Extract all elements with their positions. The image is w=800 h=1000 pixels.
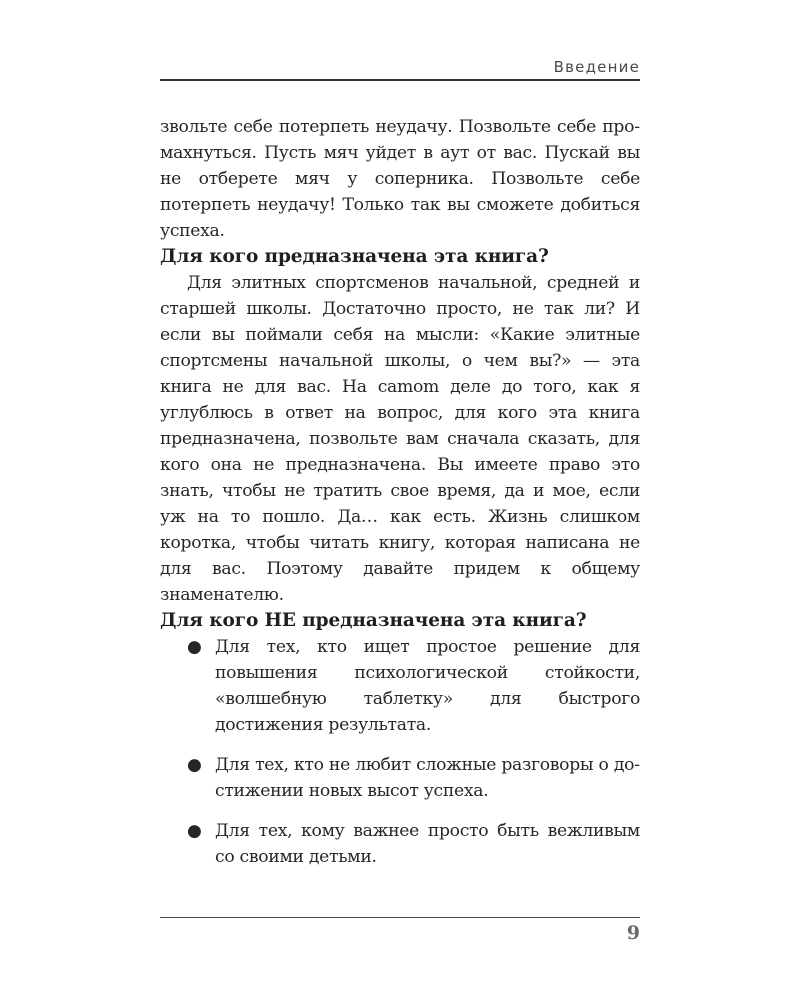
header-divider	[160, 79, 640, 81]
not-for-whom-list	[160, 634, 640, 870]
list-item	[160, 752, 640, 804]
list-item-text: Для тех, кому важнее просто быть вежливым со своими детьми.	[215, 821, 640, 867]
bullet-icon: ●	[187, 637, 202, 657]
section-heading-not-for-whom: Для кого НЕ предназначена эта книга?	[160, 610, 587, 631]
list-item-text: Для тех, кто не любит сложные разговоры о достижении новых высот успеха.	[215, 755, 640, 801]
list-item	[160, 818, 640, 870]
running-head-title: Введение	[553, 58, 640, 76]
list-item	[160, 634, 640, 738]
page-number: 9	[626, 922, 640, 944]
bullet-icon: ●	[187, 755, 202, 775]
page-content	[160, 114, 640, 884]
intro-paragraph: звольте себе потерпеть неудачу. Позвольте себе промахнуться. Пусть мяч уйдет в аут от вас. Пускай вы не отберете мяч у соперника. Позвольте себе потерпеть неудачу! Только так вы сможете добиться успеха.	[160, 117, 640, 241]
section-heading-for-whom: Для кого предназначена эта книга?	[160, 246, 549, 267]
for-whom-paragraph: Для элитных спортсменов начальной, средней и старшей школы. Достаточно просто, не так ли? И если вы поймали себя на мысли: «Какие элитные спортсмены начальной школы, о чем вы?» — эта книга не для вас. На саmom деле до того, как я углублюсь в ответ на вопрос, для кого эта книга предназначена, позвольте вам сначала сказать, для кого она не предназначена. Вы имеете право это знать, чтобы не тратить свое время, да и мое, если уж на то пошло. Да… как есть. Жизнь слишком коротка, чтобы читать книгу, которая написана не для вас. Поэтому давайте придем к общему знаменателю.	[160, 273, 640, 605]
bullet-icon: ●	[187, 821, 202, 841]
footer-divider	[160, 917, 640, 918]
list-item-text: Для тех, кто ищет простое решение для повышения психологической стойкости, «волшебную таблетку» для быстрого достижения результата.	[215, 637, 640, 735]
